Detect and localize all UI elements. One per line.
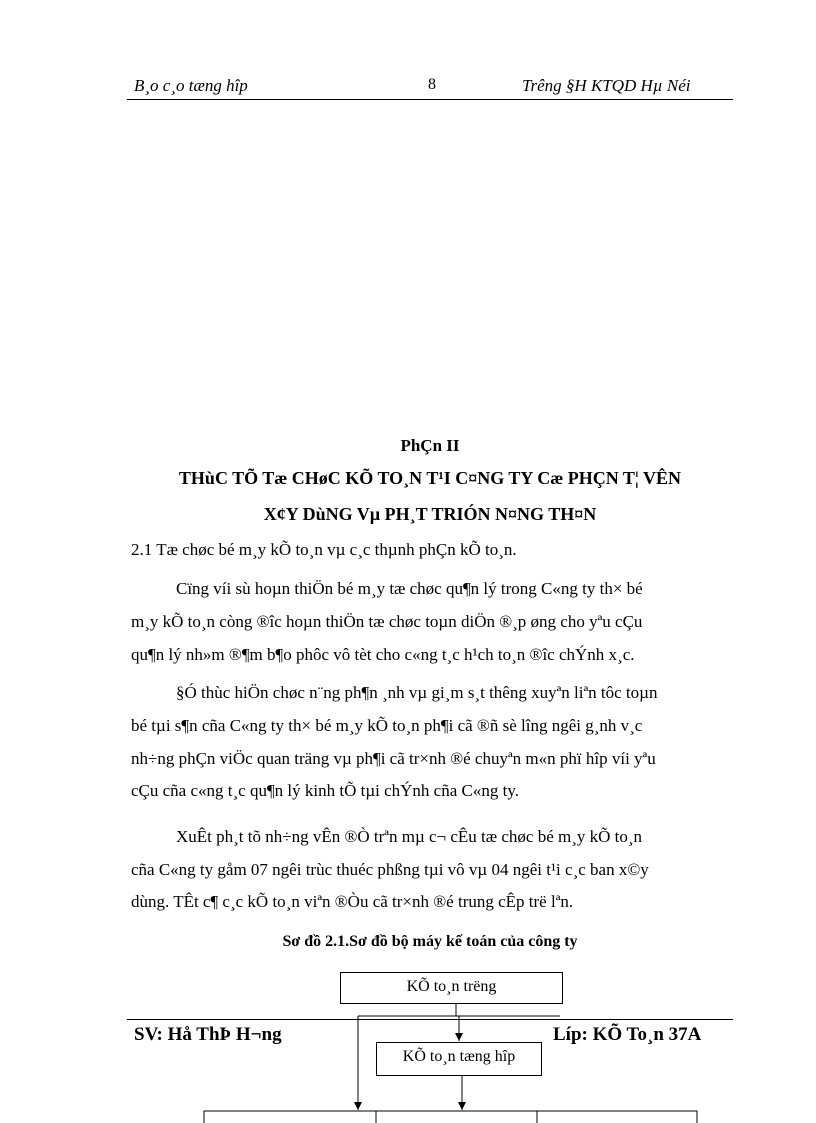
bottom-boxes-row: [204, 1111, 697, 1123]
part-title-line-1: THùC TÕ Tæ CHøC KÕ TO¸N T¹I C¤NG TY Cæ PHÇN T¦ VÊN: [178, 468, 682, 488]
paragraph-2-line-1: §Ó thùc hiÖn chøc n¨ng ph¶n ¸nh vµ gi¸m s¸t thêng xuyªn liªn tôc toµn: [176, 683, 658, 702]
paragraph-2-line-4: cÇu cña c«ng t¸c qu¶n lý kinh tÕ tµi chÝnh cña C«ng ty.: [131, 781, 519, 800]
part-label: PhÇn II: [400, 436, 460, 455]
page-number: 8: [428, 76, 436, 93]
paragraph-2-line-3: nh÷ng phÇn viÖc quan träng vµ ph¶i cã tr×nh ®é chuyªn m«n phï hîp víi yªu: [131, 749, 656, 768]
paragraph-1-line-2: m¸y kÕ to¸n còng ®îc hoµn thiÖn tæ chøc toµn diÖn ®¸p øng cho yªu cÇu: [131, 612, 643, 631]
header-report-title: B¸o c¸o tæng hîp: [134, 76, 248, 95]
paragraph-3-line-2: cña C«ng ty gåm 07 ngêi trùc thuéc phßng tµi vô vµ 04 ngêi t¹i c¸c ban x©y: [131, 860, 649, 879]
arrowhead-general-down: [458, 1102, 466, 1110]
diagram-caption: Sơ đồ 2.1.Sơ đồ bộ máy kế toán của công ty: [282, 933, 578, 950]
footer-divider: [127, 1019, 733, 1020]
arrowhead-left: [354, 1102, 362, 1110]
chief-accountant-label: KÕ to¸n trëng: [406, 978, 497, 995]
general-accountant-box: [376, 1042, 542, 1076]
part-title-line-2: X¢Y DùNG Vµ PH¸T TRIÓN N¤NG TH¤N: [263, 504, 597, 524]
arrowhead-general: [455, 1033, 463, 1041]
header-university: Trêng §H KTQD Hµ Néi: [522, 76, 691, 95]
chief-accountant-box: [340, 972, 563, 1004]
general-accountant-label: KÕ to¸n tæng hîp: [402, 1048, 516, 1065]
footer-student-name: SV: Hå ThÞ H¬ng: [134, 1024, 282, 1045]
footer-class: Líp: KÕ To¸n 37A: [553, 1024, 702, 1045]
paragraph-2-line-2: bé tµi s¶n cña C«ng ty th× bé m¸y kÕ to¸n ph¶i cã ®ñ sè lîng ngêi g¸nh v¸c: [131, 716, 643, 735]
paragraph-1-line-1: Cïng víi sù hoµn thiÖn bé m¸y tæ chøc qu¶n lý trong C«ng ty th× bé: [176, 579, 643, 598]
paragraph-3-line-1: XuÊt ph¸t tõ nh÷ng vÊn ®Ò trªn mµ c¬ cÊu tæ chøc bé m¸y kÕ to¸n: [176, 827, 643, 846]
section-heading: 2.1 Tæ chøc bé m¸y kÕ to¸n vµ c¸c thµnh phÇn kÕ to¸n.: [131, 540, 517, 559]
paragraph-1-line-3: qu¶n lý nh»m ®¶m b¶o phôc vô tèt cho c«ng t¸c h¹ch to¸n ®îc chÝnh x¸c.: [131, 645, 635, 664]
paragraph-3-line-3: dùng. TÊt c¶ c¸c kÕ to¸n viªn ®Òu cã tr×nh ®é trung cÊp trë lªn.: [131, 892, 574, 911]
